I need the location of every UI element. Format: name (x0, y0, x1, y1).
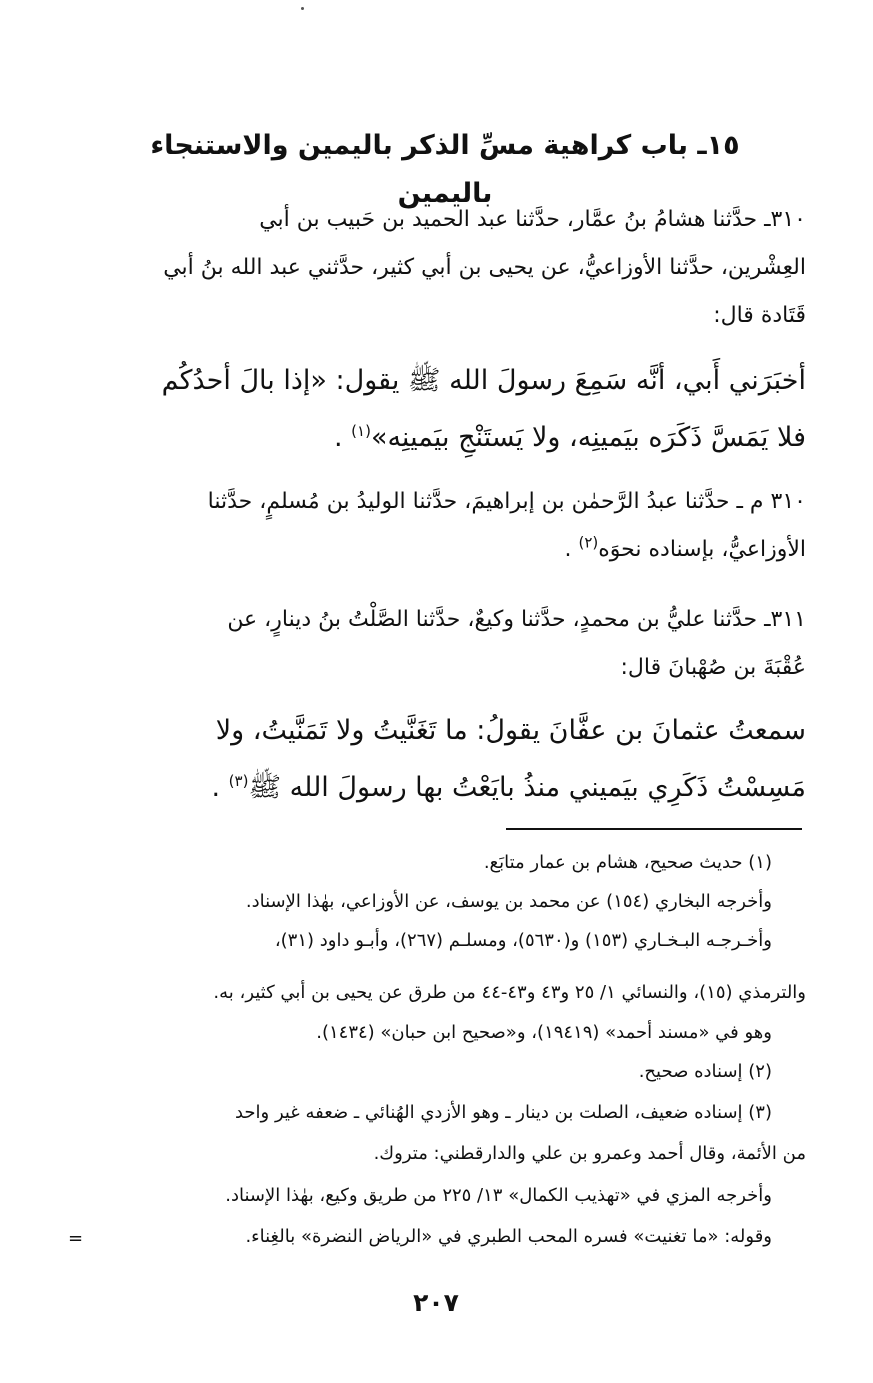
hadith-310-line-3: قَتَادة قال: (713, 303, 806, 328)
footnote-divider (506, 828, 802, 830)
footnote-line: وأخـرجـه البـخـاري (١٥٣) و(٥٦٣٠)، ومسلـم (٢٦٧)، وأبـو داود (٣١)، (274, 930, 772, 951)
footnote-line: وأخرجه البخاري (١٥٤) عن محمد بن يوسف، عن الأوزاعي، بهٰذا الإسناد. (245, 891, 772, 912)
hadith-310-matn-line-2 (80, 409, 806, 466)
footnote-line: والترمذي (١٥)، والنسائي ١/ ٢٥ و٤٣ و٤٣-٤٤ من طرق عن يحيى بن أبي كثير، به. (213, 982, 806, 1003)
page-number: ٢٠٧ (413, 1288, 459, 1317)
footnote-line: (٣) إسناده ضعيف، الصلت بن دينار ـ وهو الأزدي الهُنائي ـ ضعفه غير واحد (234, 1102, 772, 1123)
scan-speck (301, 7, 304, 10)
hadith-311-isnad (80, 596, 806, 692)
footnote-line: وهو في «مسند أحمد» (١٩٤١٩)، و«صحيح ابن حبان» (١٤٣٤). (316, 1022, 772, 1043)
hadith-311-matn-end: . (211, 772, 229, 803)
footnote-ref-1[interactable]: (١) (351, 422, 371, 440)
footnote-ref-2[interactable]: (٢) (578, 533, 599, 552)
hadith-311-line-2: عُقْبَةَ بن صُهْبانَ قال: (620, 655, 806, 680)
footnote-line: وقوله: «ما تغنيت» فسره المحب الطبري في «الرياض النضرة» بالغِناء. (245, 1226, 772, 1247)
hadith-310-matn-end: . (333, 422, 352, 453)
footnote-line: (١) حديث صحيح، هشام بن عمار متابَع. (483, 852, 772, 873)
continuation-mark: = (68, 1228, 84, 1249)
footnote-ref-3[interactable]: (٣) (228, 772, 249, 790)
hadith-310m-text: الأوزاعيُّ، بإسناده نحوَه (598, 537, 806, 562)
hadith-310-isnad (80, 196, 806, 340)
footnote-line: من الأئمة، وقال أحمد وعمرو بن علي والدارقطني: متروك. (373, 1143, 806, 1164)
hadith-311-matn-line-2 (80, 759, 806, 816)
chapter-title: ١٥ـ باب كراهية مسِّ الذكر باليمين والاستنجاء باليمين (150, 130, 740, 209)
footnote-line: وأخرجه المزي في «تهذيب الكمال» ١٣/ ٢٢٥ من طريق وكيع، بهٰذا الإسناد. (225, 1185, 772, 1206)
hadith-310m-line-2 (80, 526, 806, 574)
hadith-311-line-1: ٣١١ـ حدَّثنا عليُّ بن محمدٍ، حدَّثنا وكيعٌ، حدَّثنا الصَّلْتُ بنُ دينارٍ، عن (227, 607, 806, 632)
hadith-310m (80, 478, 806, 574)
hadith-310-line-1: ٣١٠ـ حدَّثنا هشامُ بنُ عمَّار، حدَّثنا عبد الحميد بن حَبيب بن أبي (259, 207, 806, 232)
hadith-310-matn (80, 352, 806, 466)
hadith-311-matn-line-1: سمعتُ عثمانَ بن عفَّانَ يقولُ: ما تَغَنَّيتُ ولا تَمَنَّيتُ، ولا (215, 715, 806, 746)
hadith-311-matn (80, 702, 806, 816)
footnote-line: (٢) إسناده صحيح. (638, 1061, 772, 1082)
hadith-310-matn-line-1: أخبَرَني أَبي، أنَّه سَمِعَ رسولَ الله ﷺ يقول: «إذا بالَ أحدُكُم (161, 365, 806, 396)
hadith-310-matn-text: فلا يَمَسَّ ذَكَرَه بيَمينِه، ولا يَستَنْجِ بيَمينِه» (370, 422, 806, 453)
hadith-310-line-2: العِشْرين، حدَّثنا الأوزاعيُّ، عن يحيى بن أبي كثير، حدَّثني عبد الله بنُ أبي (163, 255, 806, 280)
hadith-310m-line-1: ٣١٠ م ـ حدَّثنا عبدُ الرَّحمٰن بن إبراهيمَ، حدَّثنا الوليدُ بن مُسلمٍ، حدَّثنا (207, 489, 806, 514)
hadith-311-matn-text: مَسِسْتُ ذَكَرِي بيَميني منذُ بايَعْتُ بها رسولَ الله ﷺ (248, 772, 806, 803)
hadith-310m-end: . (564, 537, 579, 562)
